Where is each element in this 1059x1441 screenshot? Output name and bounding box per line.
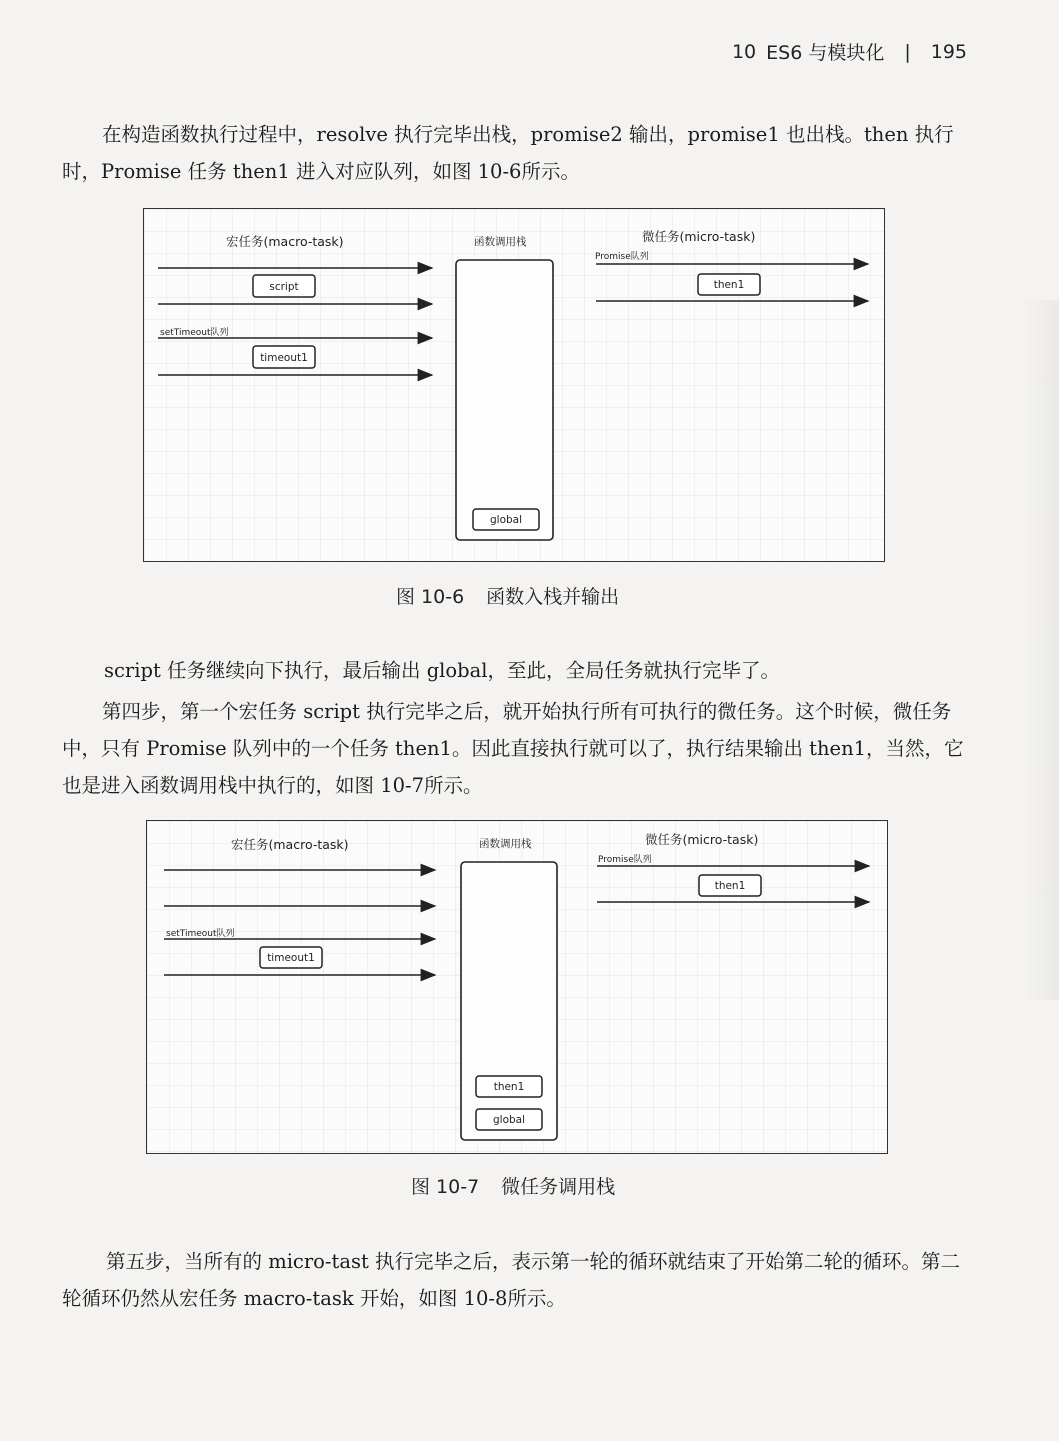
figure-10-6-diagram xyxy=(144,209,884,561)
call-stack-title: 函数调用栈 xyxy=(479,838,532,850)
promise-queue-label: Promise队列 xyxy=(595,252,649,262)
stack-then-label: then1 xyxy=(493,1081,525,1093)
figure-10-6-caption xyxy=(396,582,619,609)
settimeout-queue-label: setTimeout队列 xyxy=(166,929,235,939)
caption-number: 图 10-6 xyxy=(396,586,465,608)
micro-task-title: 微任务(micro-task) xyxy=(645,832,759,847)
timeout-task-label: timeout1 xyxy=(267,952,315,964)
call-stack-box xyxy=(456,260,553,540)
timeout-task-label: timeout1 xyxy=(260,352,308,364)
page-edge-shadow xyxy=(1019,300,1059,1000)
call-stack-box xyxy=(461,862,557,1140)
promise-queue-label: Promise队列 xyxy=(598,855,652,865)
figure-10-6 xyxy=(143,208,885,562)
settimeout-queue-label: setTimeout队列 xyxy=(160,328,229,338)
stack-global-label: global xyxy=(492,1114,526,1126)
caption-text: 微任务调用栈 xyxy=(501,1176,616,1198)
chapter-number: 10 xyxy=(731,40,757,63)
figure-10-7-caption xyxy=(411,1172,615,1199)
paragraph-2: script 任务继续向下执行，最后输出 global，至此，全局任务就执行完毕了。 xyxy=(104,659,781,682)
macro-task-title: 宏任务(macro-task) xyxy=(231,837,349,852)
caption-text: 函数入栈并输出 xyxy=(486,586,620,608)
macro-task-title: 宏任务(macro-task) xyxy=(226,234,344,249)
page-header xyxy=(732,38,967,65)
stack-global-label: global xyxy=(489,514,523,526)
then-task-label: then1 xyxy=(713,279,745,291)
figure-10-7 xyxy=(146,820,888,1154)
paragraph-3: 第四步，第一个宏任务 script 执行完毕之后，就开始执行所有可执行的微任务。这个时候，微任务中，只有 Promise 队列中的一个任务 then1。因此直接执行就可以了，执行结果输出 then1，当然，它也是进入函数调用栈中执行的，如图 10-7所示。 xyxy=(62,700,964,797)
call-stack-title: 函数调用栈 xyxy=(474,236,527,248)
chapter-title: ES6 与模块化 xyxy=(766,42,885,64)
paragraph-1: 在构造函数执行过程中，resolve 执行完毕出栈，promise2 输出，promise1 也出栈。then 执行时，Promise 任务 then1 进入对应队列，如图 10-6所示。 xyxy=(62,123,954,183)
script-task-label: script xyxy=(269,281,299,293)
page-number: 195 xyxy=(930,40,967,63)
figure-10-7-diagram xyxy=(147,821,887,1153)
header-separator: | xyxy=(904,40,911,63)
then-task-label: then1 xyxy=(714,880,746,892)
micro-task-title: 微任务(micro-task) xyxy=(642,229,756,244)
paragraph-4: 第五步，当所有的 micro-tast 执行完毕之后，表示第一轮的循环就结束了开始第二轮的循环。第二轮循环仍然从宏任务 macro-task 开始，如图 10-8所示。 xyxy=(62,1250,961,1310)
caption-number: 图 10-7 xyxy=(411,1176,480,1198)
